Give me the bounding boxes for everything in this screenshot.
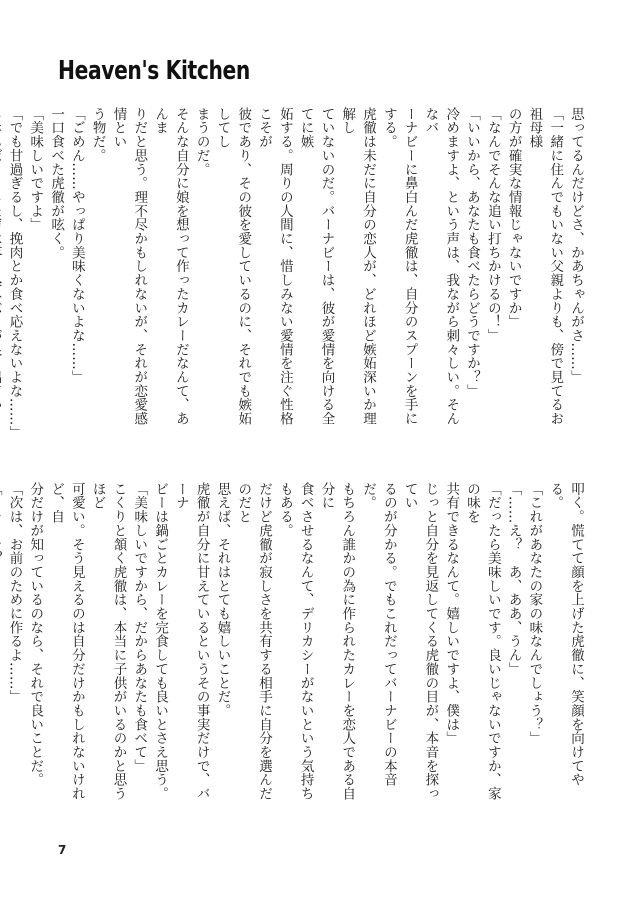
text-line: 冷めますよ、という声は、我ながら刺々しい。そんなバ: [422, 107, 460, 426]
text-line: 「一緒に住んでもいない父親よりも、傍で見てるお祖母様: [526, 107, 564, 426]
text-line: 「美味しいですから、だからあなたも食べて」: [131, 482, 148, 773]
text-line: まうのだ。: [193, 107, 210, 177]
text-line: じっと自分を見返してくる虎徹の目が、本音を探ってい: [401, 482, 439, 801]
text-line: 「これがあなたの家の味なんでしょう？」: [526, 482, 543, 746]
text-line: 妬する。周りの人間に、惜しみない愛情を注ぐ性格こそが: [256, 107, 293, 426]
text-line: もちろん誰かの為に作られたカレーを恋人である自分に: [318, 482, 356, 801]
text-line: こくりと頷く虎徹は、本当に子供がいるのかと思うほど: [89, 482, 127, 801]
text-line: う物だ。: [89, 107, 106, 163]
text-line: 「なんでそんな追い打ちかけるの！」: [484, 107, 501, 343]
text-line: りだと思う。理不尽かもしれないが、それが恋愛感情とい: [110, 107, 148, 426]
text-line: 叩く。慌てて顔を上げた虎徹に、笑顔を向けてやる。: [547, 482, 584, 787]
text-line: そんな自分に娘を想って作ったカレーだなんて、あんま: [152, 107, 189, 426]
text-line: の方が確実な情報じゃないですか」: [505, 107, 522, 329]
text-line: 「だったら美味しいです。良いじゃないですか、家の味を: [464, 482, 501, 801]
text-line: ビーは鍋ごとカレーを完食しても良いとさえ思う。: [152, 482, 169, 801]
text-line: 虎徹は未だに自分の恋人が、どれほど嫉妬深いか理解し: [339, 107, 377, 426]
page-number: 7: [58, 843, 67, 857]
text-line: ーナビーに鼻白んだ虎徹は、自分のスプーンを手にする。: [380, 107, 418, 426]
text-line: 「美味しいですよ」: [27, 107, 44, 232]
text-line: 彼であり、その彼を愛しているのに、それでも嫉妬してし: [214, 107, 252, 426]
text-line: 共有できるなんて。嬉しいですよ、僕は」: [443, 482, 460, 746]
text-line: 分だけが知っているのなら、それで良いことだ。: [27, 482, 44, 787]
text-line: 思ってるんだけどさ、かあちゃんがさ……」: [568, 107, 584, 384]
text-line: ていないのだ。バーナビーは、彼が愛情を向ける全てに嫉: [297, 107, 335, 426]
text-line: 食べさせるなんて、デリカシーがないという気持ちもある。: [276, 482, 314, 801]
text-line: だけど虎徹が寂しさを共有する相手に自分を選んだのだと: [235, 482, 273, 801]
text-line: 「いいから、あなたも食べたらどうですか？」: [464, 107, 481, 398]
text-line: 「次は、お前のために作るよ……」: [6, 482, 23, 704]
text-line: 「ごめん……やっぱり美味くないよな……」: [68, 107, 85, 384]
text-line: 思えば、それはとても嬉しいことだ。: [214, 482, 231, 718]
text-line: 一口食べた虎徹が呟く。: [48, 107, 65, 260]
lower-text-block: [6, 482, 586, 812]
text-line: 「……え？ あ、ああ、うん」: [505, 482, 522, 676]
text-line: [0, 107, 4, 437]
text-line: 「でも甘過ぎるし、挽肉とか食べ応えないよな……」: [6, 107, 23, 440]
text-line: るのが分かる。でもこれだってバーナビーの本音だ。: [360, 482, 397, 787]
text-line: 可愛い。そう見えるのは自分だけかもしれないけれど、自: [48, 482, 85, 801]
text-line: 虎徹が自分に甘えているというその事実だけで、バーナ: [172, 482, 210, 801]
book-title: Heaven's Kitchen: [58, 56, 250, 86]
upper-text-block: [6, 107, 586, 440]
